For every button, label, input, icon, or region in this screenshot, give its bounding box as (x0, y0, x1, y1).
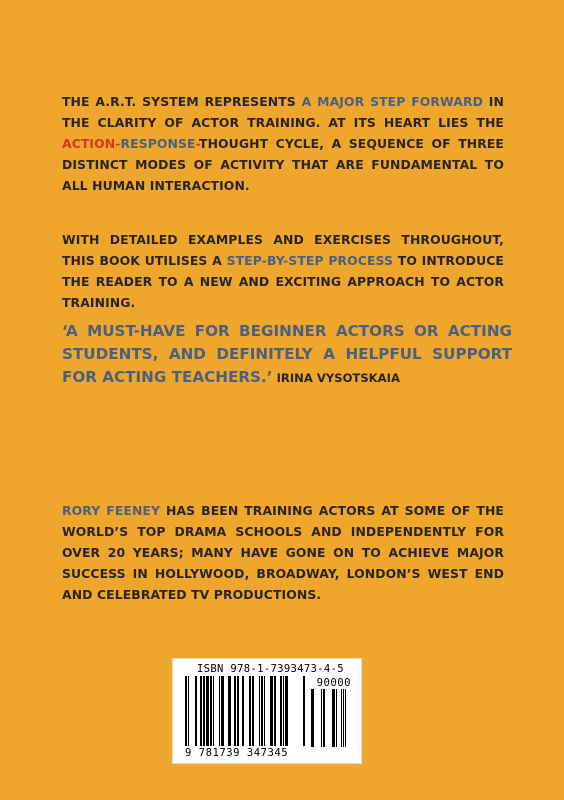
price-code: 90000 (316, 677, 351, 689)
highlight-dash: - (195, 136, 200, 151)
p1-text-c: CYCLE, A SEQUENCE OF THREE DISTINCT MODES OF ACTIVITY THAT ARE FUNDAMENTAL TO ALL HUMAN INTERACTION. (62, 136, 504, 193)
highlight-major-step: A MAJOR STEP FORWARD (301, 94, 483, 109)
isbn-barcode (172, 658, 362, 764)
bio-text: HAS BEEN TRAINING ACTORS AT SOME OF THE WORLD’S TOP DRAMA SCHOOLS AND INDEPENDENTLY FOR OVER 20 YEARS; MANY HAVE GONE ON TO ACHIEVE MAJOR SUCCESS IN HOLLYWOOD, BROADWAY, LONDON’S WEST END AND CELEBRATED TV PRODUCTIONS. (62, 503, 504, 602)
p1-text-b: IN THE CLARITY OF ACTOR TRAINING. AT ITS HEART LIES THE (62, 94, 504, 130)
highlight-action: ACTION- (62, 136, 121, 151)
quote-attribution: IRINA VYSOTSKAIA (272, 371, 400, 385)
p2-text-a: WITH DETAILED EXAMPLES AND EXERCISES THROUGHOUT, THIS BOOK UTILISES A (62, 232, 504, 268)
highlight-thought: THOUGHT (199, 136, 269, 151)
description-paragraph-2 (62, 229, 504, 313)
quote-text: ‘A MUST-HAVE FOR BEGINNER ACTORS OR ACTING STUDENTS, AND DEFINITELY A HELPFUL SUPPORT FOR ACTING TEACHERS.’ (62, 322, 512, 386)
author-name: RORY FEENEY (62, 503, 161, 518)
highlight-step-by-step: STEP-BY-STEP PROCESS (226, 253, 394, 268)
barcode-bars (185, 676, 307, 746)
ean-digits: 9 781739 347345 (185, 747, 289, 759)
addon-barcode-bars (311, 689, 355, 747)
p1-text-a: THE A.R.T. SYSTEM REPRESENTS (62, 94, 302, 109)
review-quote (62, 320, 512, 390)
author-bio (62, 500, 504, 605)
highlight-response: RESPONSE (120, 136, 196, 151)
p2-text-b: TO INTRODUCE THE READER TO A NEW AND EXCITING APPROACH TO ACTOR TRAINING. (62, 253, 504, 310)
isbn-label: ISBN 978-1-7393473-4-5 (197, 663, 344, 675)
description-paragraph-1 (62, 91, 504, 196)
